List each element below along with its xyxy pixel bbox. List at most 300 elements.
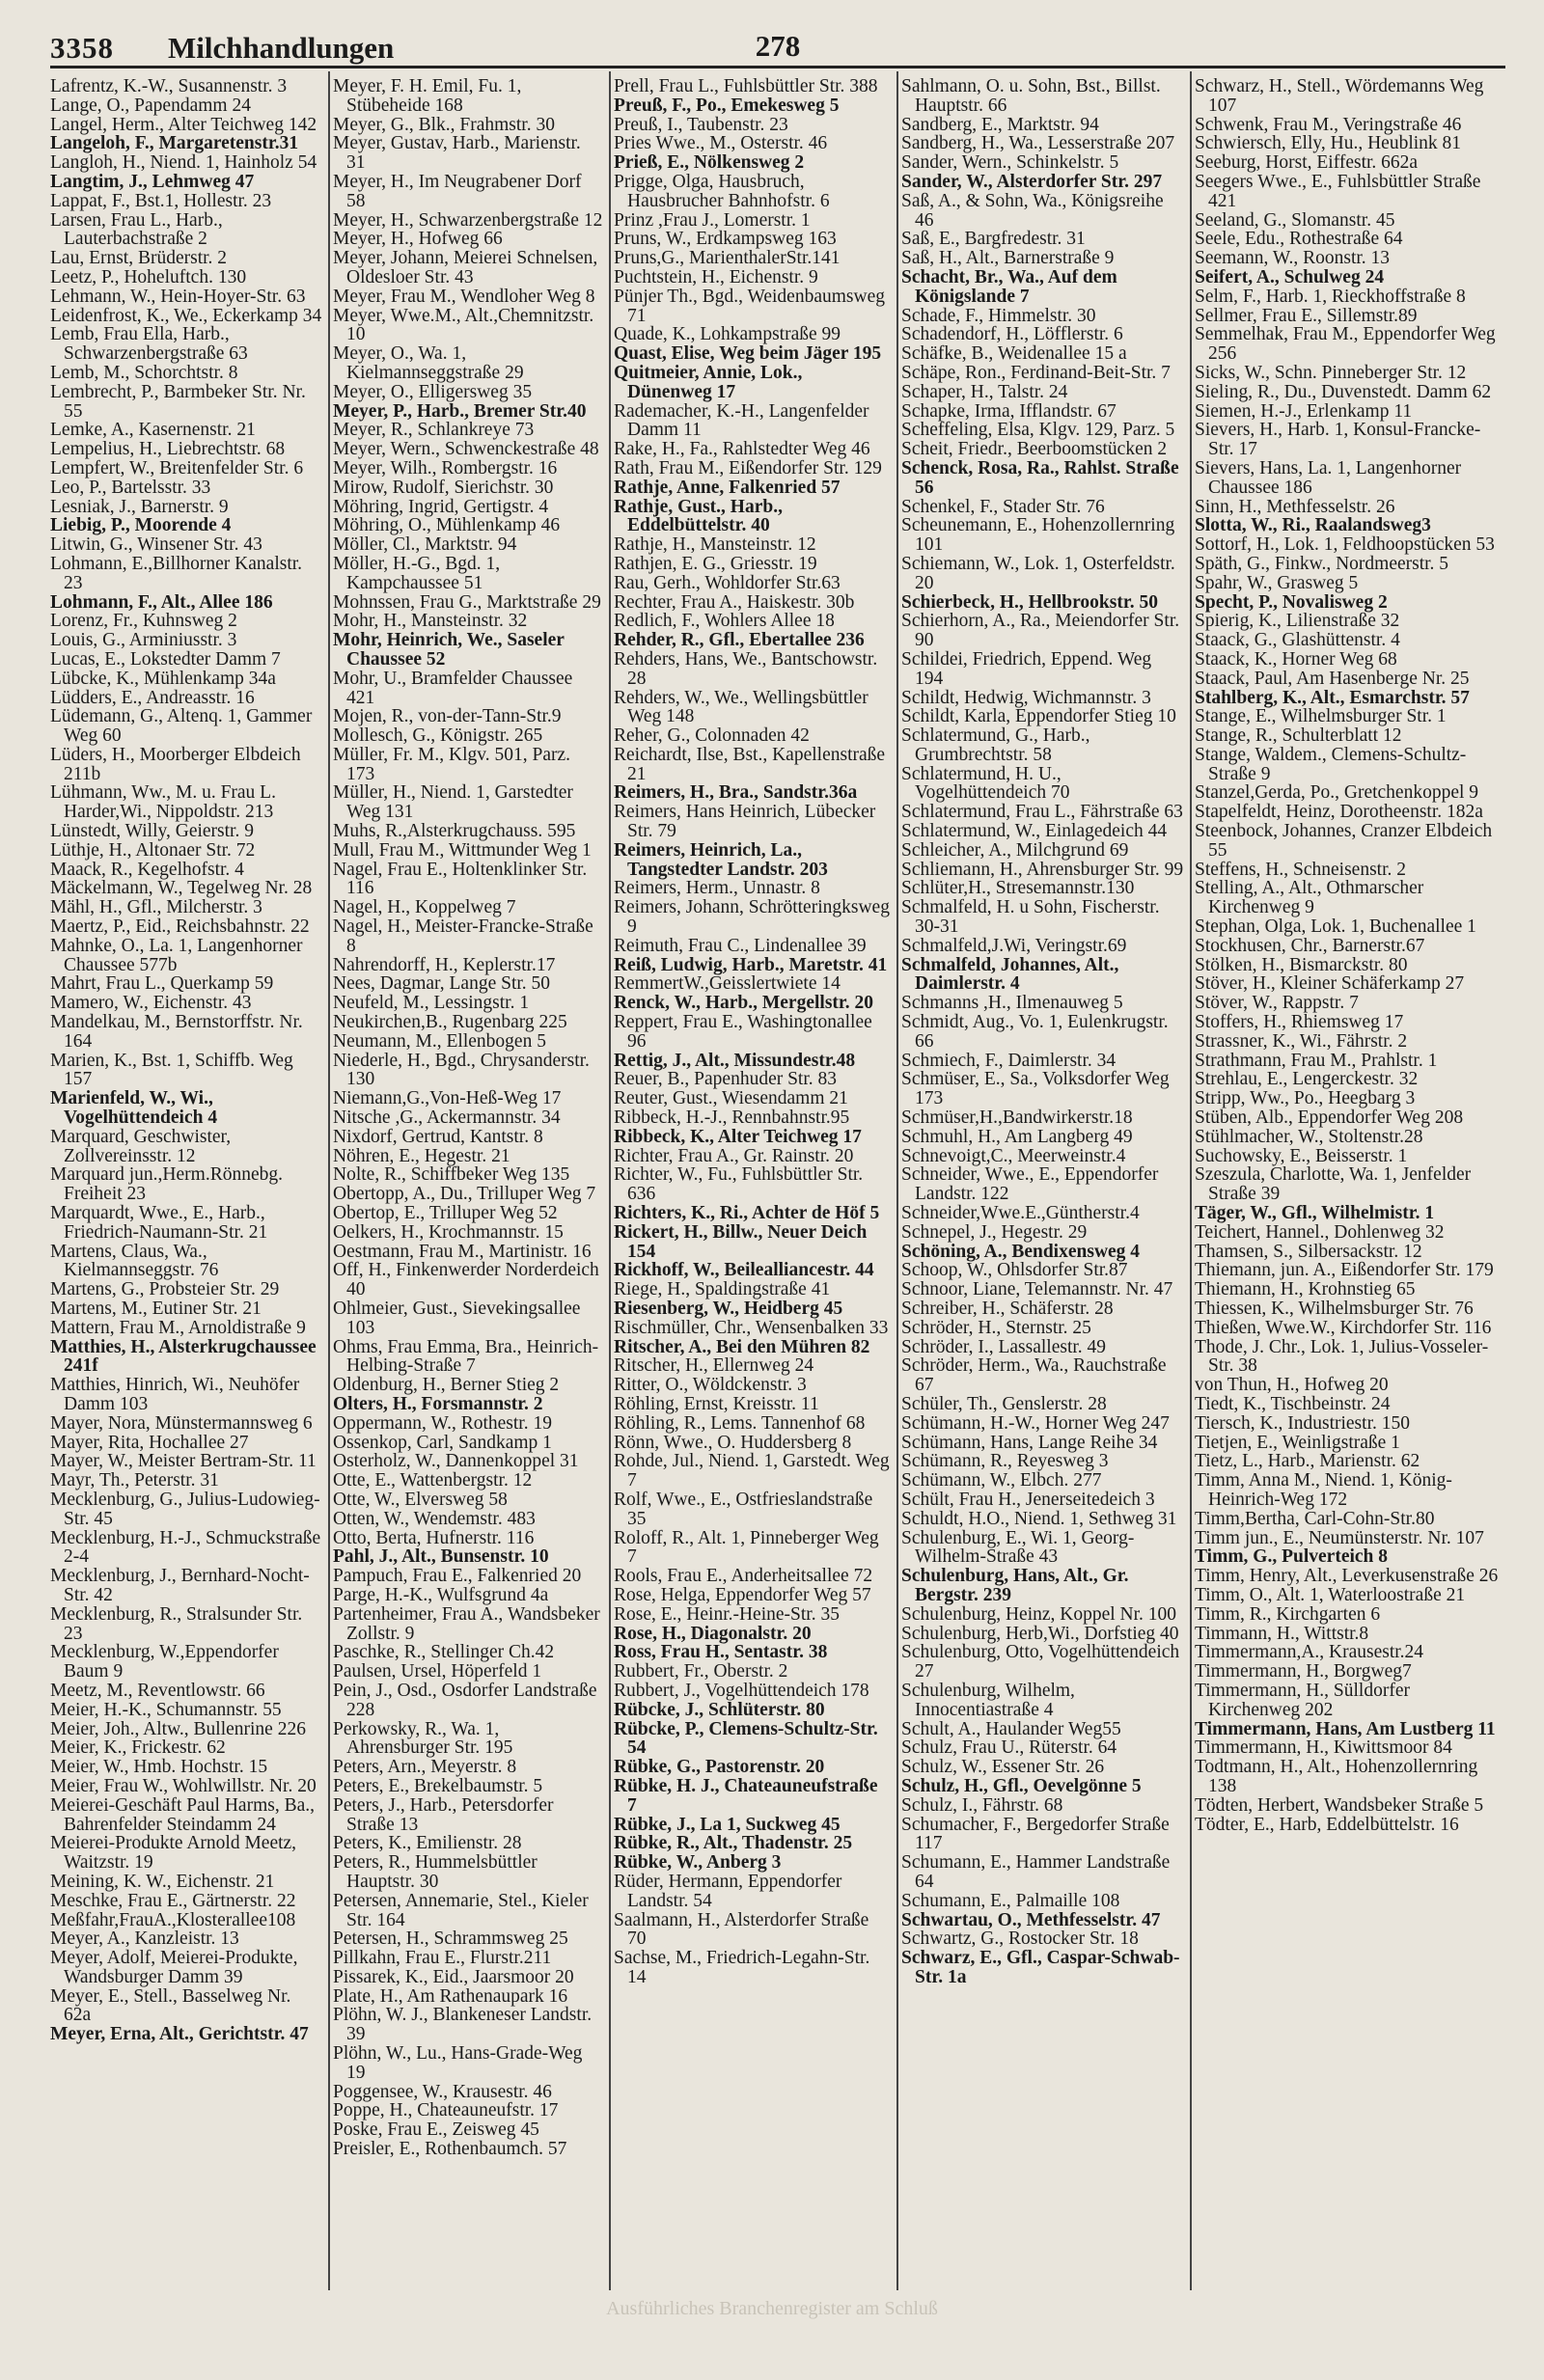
directory-entry: Schoop, W., Ohlsdorfer Str.87: [901, 1260, 1128, 1281]
directory-entry: Nolte, R., Schiffbeker Weg 135: [333, 1164, 570, 1186]
directory-entry: Rübke, R., Alt., Thadenstr. 25: [614, 1833, 853, 1854]
directory-entry: Leidenfrost, K., We., Eckerkamp 34: [50, 305, 322, 326]
directory-entry: Meyer, Frau M., Wendloher Weg 8: [333, 286, 595, 307]
directory-entry: Meyer, Erna, Alt., Gerichtstr. 47: [50, 2024, 309, 2045]
directory-entry: Mayer, Rita, Hochallee 27: [50, 1432, 249, 1453]
directory-entry: Liebig, P., Moorende 4: [50, 515, 232, 536]
directory-entry: Lafrentz, K.-W., Susannenstr. 3: [50, 77, 288, 96]
directory-entry: Stockhusen, Chr., Barnerstr.67: [1195, 935, 1425, 956]
directory-entry: Stahlberg, K., Alt., Esmarchstr. 57: [1195, 687, 1470, 708]
directory-entry: Lüthje, H., Altonaer Str. 72: [50, 839, 256, 861]
directory-entry: Schmuhl, H., Am Langberg 49: [901, 1126, 1133, 1147]
directory-entry: Timmermann,A., Krausestr.24: [1195, 1642, 1424, 1663]
directory-entry: Seeburg, Horst, Eiffestr. 662a: [1195, 152, 1419, 174]
directory-entry: Meier, W., Hmb. Hochstr. 15: [50, 1757, 268, 1778]
directory-entry: Mecklenburg, R., Stralsunder Str. 23: [50, 1603, 303, 1644]
directory-entry: Timm, R., Kirchgarten 6: [1195, 1603, 1381, 1625]
directory-entry: Scheunemann, E., Hohenzollernring 101: [901, 515, 1175, 556]
directory-entry: Lüders, H., Moorberger Elbdeich 211b: [50, 744, 301, 784]
directory-entry: Rose, E., Heinr.-Heine-Str. 35: [614, 1603, 840, 1625]
directory-column-4: [901, 77, 1184, 2286]
directory-entry: Matthies, Hinrich, Wi., Neuhöfer Damm 103: [50, 1375, 300, 1414]
directory-entry: Lemb, M., Schorchtstr. 8: [50, 362, 238, 383]
directory-entry: Peters, J., Harb., Petersdorfer Straße 13: [333, 1794, 554, 1835]
directory-entry: Timmermann, H., Kiwittsmoor 84: [1195, 1737, 1452, 1759]
directory-entry: Niederle, H., Bgd., Chrysanderstr. 130: [333, 1050, 590, 1090]
directory-entry: Stöver, H., Kleiner Schäferkamp 27: [1195, 973, 1465, 995]
directory-entry: Meierei-Geschäft Paul Harms, Ba., Bahrenfelder Steindamm 24: [50, 1794, 315, 1835]
directory-entry: Olters, H., Forsmannstr. 2: [333, 1393, 543, 1414]
directory-entry: Lohmann, E.,Billhorner Kanalstr. 23: [50, 553, 303, 593]
page-header: [50, 25, 1505, 68]
directory-entry: Langtim, J., Lehmweg 47: [50, 171, 255, 192]
directory-entry: Perkowsky, R., Wa. 1, Ahrensburger Str. 195: [333, 1718, 513, 1759]
directory-entry: Meyer, Johann, Meierei Schnelsen, Oldesloer Str. 43: [333, 248, 598, 287]
directory-entry: Lüdemann, G., Altenq. 1, Gammer Weg 60: [50, 706, 313, 747]
directory-column-3: [614, 77, 891, 2286]
directory-entry: Mollesch, G., Königstr. 265: [333, 725, 543, 747]
directory-entry: Tiedt, K., Tischbeinstr. 24: [1195, 1393, 1391, 1414]
directory-entry: Spierig, K., Lilienstraße 32: [1195, 611, 1400, 632]
directory-entry: Meyer, Wwe.M., Alt.,Chemnitzstr. 10: [333, 305, 594, 345]
section-number: 3358: [50, 31, 114, 65]
directory-entry: Lempelius, H., Liebrechtstr. 68: [50, 439, 286, 460]
directory-entry: Marquardt, Wwe., E., Harb., Friedrich-Naumann-Str. 21: [50, 1203, 268, 1243]
directory-column-2: [333, 77, 603, 2286]
directory-entry: Sander, Wern., Schinkelstr. 5: [901, 152, 1119, 174]
directory-entry: Schlüter,H., Stresemannstr.130: [901, 878, 1135, 899]
directory-entry: Mayer, Nora, Münstermannsweg 6: [50, 1412, 313, 1434]
directory-entry: Rehders, W., We., Wellingsbüttler Weg 148: [614, 687, 868, 727]
directory-entry: Möller, H.-G., Bgd. 1, Kampchaussee 51: [333, 553, 501, 593]
directory-entry: Meyer, O., Elligersweg 35: [333, 381, 533, 402]
page-number: 278: [755, 29, 801, 63]
directory-entry: Schwenk, Frau M., Veringstraße 46: [1195, 114, 1462, 135]
directory-entry: Otto, Berta, Hufnerstr. 116: [333, 1527, 535, 1548]
directory-entry: Louis, G., Arminiusstr. 3: [50, 630, 237, 651]
directory-entry: Prieß, E., Nölkensweg 2: [614, 152, 805, 174]
directory-entry: Schmüser, E., Sa., Volksdorfer Weg 173: [901, 1069, 1170, 1109]
directory-entry: Schmiech, F., Daimlerstr. 34: [901, 1050, 1117, 1071]
directory-entry: Rübke, G., Pastorenstr. 20: [614, 1757, 825, 1778]
directory-entry: Schwartau, O., Methfesselstr. 47: [901, 1909, 1161, 1930]
directory-entry: Timm, G., Pulverteich 8: [1195, 1546, 1389, 1568]
directory-entry: Timmann, H., Wittstr.8: [1195, 1623, 1369, 1644]
directory-entry: Roloff, R., Alt. 1, Pinneberger Weg 7: [614, 1527, 879, 1568]
directory-entry: Timmermann, H., Sülldorfer Kirchenweg 202: [1195, 1680, 1410, 1720]
directory-entry: Poppe, H., Chateauneufstr. 17: [333, 2100, 559, 2121]
directory-entry: Schröder, H., Sternstr. 25: [901, 1317, 1091, 1338]
directory-entry: Meyer, F. H. Emil, Fu. 1, Stübeheide 168: [333, 77, 522, 116]
directory-entry: Mohnssen, Frau G., Marktstraße 29: [333, 591, 601, 613]
directory-entry: Mahnke, O., La. 1, Langenhorner Chaussee 577b: [50, 935, 303, 975]
directory-entry: Muhs, R.,Alsterkrugchauss. 595: [333, 821, 576, 842]
directory-entry: Sandberg, E., Marktstr. 94: [901, 114, 1099, 135]
directory-entry: Saß, E., Bargfredestr. 31: [901, 229, 1086, 250]
directory-entry: Mandelkau, M., Bernstorffstr. Nr. 164: [50, 1012, 303, 1052]
directory-entry: Quast, Elise, Weg beim Jäger 195: [614, 343, 882, 365]
directory-entry: Stripp, Ww., Po., Heegbarg 3: [1195, 1088, 1416, 1109]
directory-entry: Sachse, M., Friedrich-Legahn-Str. 14: [614, 1948, 870, 1987]
directory-entry: Reppert, Frau E., Washingtonallee 96: [614, 1012, 872, 1052]
directory-entry: Schuldt, H.O., Niend. 1, Sethweg 31: [901, 1508, 1177, 1529]
directory-entry: Meschke, Frau E., Gärtnerstr. 22: [50, 1890, 296, 1911]
directory-entry: Schnevoigt,C., Meerweinstr.4: [901, 1145, 1126, 1166]
directory-entry: Schmidt, Aug., Vo. 1, Eulenkrugstr. 66: [901, 1012, 1169, 1052]
column-divider: [328, 71, 330, 2290]
directory-entry: Rübke, J., La 1, Suckweg 45: [614, 1814, 841, 1835]
directory-entry: Sieling, R., Du., Duvenstedt. Damm 62: [1195, 381, 1492, 402]
directory-entry: Schüler, Th., Genslerstr. 28: [901, 1393, 1107, 1414]
directory-entry: Möller, Cl., Marktstr. 94: [333, 534, 517, 556]
directory-entry: Schneider,Wwe.E.,Güntherstr.4: [901, 1203, 1140, 1224]
directory-entry: Schiemann, W., Lok. 1, Osterfeldstr. 20: [901, 553, 1175, 593]
directory-entry: Meyer, Wilh., Rombergstr. 16: [333, 457, 558, 479]
directory-entry: Nagel, H., Meister-Francke-Straße 8: [333, 916, 593, 956]
directory-entry: Steenbock, Johannes, Cranzer Elbdeich 55: [1195, 821, 1493, 861]
directory-entry: Rathjen, E. G., Griesstr. 19: [614, 553, 817, 574]
directory-entry: Meßfahr,FrauA.,Klosterallee108: [50, 1909, 296, 1930]
directory-entry: Petersen, Annemarie, Stel., Kieler Str. 164: [333, 1890, 589, 1930]
directory-entry: Meyer, Wern., Schwenckestraße 48: [333, 439, 599, 460]
directory-entry: Tödten, Herbert, Wandsbeker Straße 5: [1195, 1794, 1484, 1816]
directory-entry: Stanzel,Gerda, Po., Gretchenkoppel 9: [1195, 782, 1479, 804]
directory-entry: Nixdorf, Gertrud, Kantstr. 8: [333, 1126, 543, 1147]
directory-entry: Schumacher, F., Bergedorfer Straße 117: [901, 1814, 1170, 1854]
directory-entry: Meyer, A., Kanzleistr. 13: [50, 1929, 239, 1950]
directory-entry: Nees, Dagmar, Lange Str. 50: [333, 973, 551, 995]
directory-entry: Rohde, Jul., Niend. 1, Garstedt. Weg 7: [614, 1451, 890, 1491]
directory-entry: Schmalfeld, H. u Sohn, Fischerstr. 30-31: [901, 897, 1160, 938]
directory-entry: Sellmer, Frau E., Sillemstr.89: [1195, 305, 1418, 326]
directory-entry: Schmalfeld, Johannes, Alt., Daimlerstr. 4: [901, 954, 1119, 995]
directory-entry: Rübcke, J., Schlüterstr. 80: [614, 1699, 825, 1720]
directory-entry: Meining, K. W., Eichenstr. 21: [50, 1871, 275, 1892]
directory-entry: Maack, R., Kegelhofstr. 4: [50, 859, 244, 880]
directory-entry: Rettig, J., Alt., Missundestr.48: [614, 1050, 856, 1071]
directory-entry: Schäfke, B., Weidenallee 15 a: [901, 343, 1127, 365]
directory-entry: Rübcke, P., Clemens-Schultz-Str. 54: [614, 1718, 878, 1759]
directory-entry: Rubbert, J., Vogelhüttendeich 178: [614, 1680, 869, 1701]
directory-entry: Schulenburg, E., Wi. 1, Georg-Wilhelm-Straße 43: [901, 1527, 1135, 1568]
directory-entry: Rechter, Frau A., Haiskestr. 30b: [614, 591, 855, 613]
directory-entry: Schwarz, H., Stell., Wördemanns Weg 107: [1195, 77, 1484, 116]
directory-entry: Mayer, W., Meister Bertram-Str. 11: [50, 1451, 317, 1472]
directory-entry: Schumann, E., Palmaille 108: [901, 1890, 1120, 1911]
directory-entry: Schulenburg, Hans, Alt., Gr. Bergstr. 239: [901, 1566, 1129, 1605]
directory-entry: Schulenburg, Otto, Vogelhüttendeich 27: [901, 1642, 1180, 1682]
directory-entry: Martens, G., Probsteier Str. 29: [50, 1279, 280, 1300]
directory-entry: Rose, Helga, Eppendorfer Weg 57: [614, 1584, 871, 1605]
directory-entry: Mahrt, Frau L., Querkamp 59: [50, 973, 274, 995]
directory-entry: Petersen, H., Schrammsweg 25: [333, 1929, 568, 1950]
directory-entry: Nahrendorff, H., Keplerstr.17: [333, 954, 556, 975]
directory-entry: Leetz, P., Hoheluftch. 130: [50, 266, 247, 287]
directory-entry: Mojen, R., von-der-Tann-Str.9: [333, 706, 562, 727]
directory-entry: Schulenburg, Wilhelm, Innocentiastraße 4: [901, 1680, 1075, 1720]
directory-entry: Litwin, G., Winsener Str. 43: [50, 534, 262, 556]
directory-entry: Tiersch, K., Industriestr. 150: [1195, 1412, 1410, 1434]
directory-entry: Selm, F., Harb. 1, Rieckhoffstraße 8: [1195, 286, 1466, 307]
directory-entry: Renck, W., Harb., Mergellstr. 20: [614, 993, 874, 1014]
directory-entry: Stephan, Olga, Lok. 1, Buchenallee 1: [1195, 916, 1476, 938]
directory-entry: Meyer, E., Stell., Basselweg Nr. 62a: [50, 1985, 291, 2026]
directory-entry: Ohms, Frau Emma, Bra., Heinrich-Helbing-Straße 7: [333, 1336, 599, 1377]
directory-entry: Preuß, F., Po., Emekesweg 5: [614, 95, 840, 116]
directory-entry: Lünstedt, Willy, Geierstr. 9: [50, 821, 254, 842]
directory-entry: Tietz, L., Harb., Marienstr. 62: [1195, 1451, 1420, 1472]
directory-entry: Schlatermund, Frau L., Fährstraße 63: [901, 802, 1183, 823]
directory-entry: Mull, Frau M., Wittmunder Weg 1: [333, 839, 592, 861]
directory-entry: Müller, H., Niend. 1, Garstedter Weg 131: [333, 782, 573, 823]
directory-entry: Lüdders, E., Andreasstr. 16: [50, 687, 255, 708]
directory-entry: Lange, O., Papendamm 24: [50, 95, 251, 116]
directory-entry: Neukirchen,B., Rugenbarg 225: [333, 1012, 567, 1033]
directory-entry: Timmermann, Hans, Am Lustberg 11: [1195, 1718, 1496, 1739]
directory-entry: Schneider, Wwe., E., Eppendorfer Landstr. 122: [901, 1164, 1159, 1205]
directory-entry: Scheffeling, Elsa, Klgv. 129, Parz. 5: [901, 420, 1175, 441]
directory-entry: Rickhoff, W., Beilealliancestr. 44: [614, 1260, 874, 1281]
directory-entry: Mohr, U., Bramfelder Chaussee 421: [333, 668, 573, 708]
directory-entry: Paschke, R., Stellinger Ch.42: [333, 1642, 555, 1663]
directory-entry: Richters, K., Ri., Achter de Höf 5: [614, 1203, 880, 1224]
directory-entry: Mayr, Th., Peterstr. 31: [50, 1470, 219, 1491]
directory-entry: Oppermann, W., Rothestr. 19: [333, 1412, 552, 1434]
directory-entry: Seele, Edu., Rothestraße 64: [1195, 229, 1403, 250]
directory-entry: Ritter, O., Wöldckenstr. 3: [614, 1375, 807, 1396]
directory-entry: Pampuch, Frau E., Falkenried 20: [333, 1566, 582, 1587]
directory-column-1: [50, 77, 322, 2286]
directory-entry: Oelkers, H., Krochmannstr. 15: [333, 1221, 564, 1243]
directory-entry: Schümann, R., Reyesweg 3: [901, 1451, 1109, 1472]
directory-entry: Reuter, Gust., Wiesendamm 21: [614, 1088, 848, 1109]
directory-entry: Schierhorn, A., Ra., Meiendorfer Str. 90: [901, 611, 1180, 651]
directory-entry: Rönn, Wwe., O. Huddersberg 8: [614, 1432, 852, 1453]
directory-entry: Nöhren, E., Hegestr. 21: [333, 1145, 510, 1166]
directory-entry: Osterholz, W., Dannenkoppel 31: [333, 1451, 579, 1472]
directory-entry: Timm,Bertha, Carl-Cohn-Str.80: [1195, 1508, 1435, 1529]
directory-entry: Timm, Anna M., Niend. 1, König-Heinrich-Weg 172: [1195, 1470, 1452, 1510]
directory-entry: Oldenburg, H., Berner Stieg 2: [333, 1375, 560, 1396]
directory-entry: Schleicher, A., Milchgrund 69: [901, 839, 1129, 861]
directory-entry: Lempfert, W., Breitenfelder Str. 6: [50, 457, 304, 479]
directory-entry: Schumann, E., Hammer Landstraße 64: [901, 1852, 1171, 1892]
directory-entry: Lehmann, W., Hein-Hoyer-Str. 63: [50, 286, 306, 307]
directory-entry: Sicks, W., Schn. Pinneberger Str. 12: [1195, 362, 1467, 383]
directory-entry: Staack, Paul, Am Hasenberge Nr. 25: [1195, 668, 1470, 689]
directory-entry: Off, H., Finkenwerder Norderdeich 40: [333, 1260, 599, 1300]
column-divider: [896, 71, 898, 2290]
directory-entry: Rademacher, K.-H., Langenfelder Damm 11: [614, 400, 869, 441]
directory-entry: Lucas, E., Lokstedter Damm 7: [50, 648, 281, 670]
directory-entry: Tödter, E., Harb, Eddelbüttelstr. 16: [1195, 1814, 1459, 1835]
directory-entry: Timm, O., Alt. 1, Waterloostraße 21: [1195, 1584, 1466, 1605]
directory-entry: Meier, Joh., Altw., Bullenrine 226: [50, 1718, 306, 1739]
directory-entry: Neumann, M., Ellenbogen 5: [333, 1030, 546, 1052]
directory-entry: Obertop, E., Trilluper Weg 52: [333, 1203, 558, 1224]
directory-entry: Rehders, Hans, We., Bantschowstr. 28: [614, 648, 878, 689]
directory-entry: Langel, Herm., Alter Teichweg 142: [50, 114, 317, 135]
directory-entry: Ritscher, H., Ellernweg 24: [614, 1355, 814, 1377]
directory-entry: Stöver, W., Rappstr. 7: [1195, 993, 1359, 1014]
directory-entry: Schümann, W., Elbch. 277: [901, 1470, 1102, 1491]
directory-entry: Ohlmeier, Gust., Sievekingsallee 103: [333, 1299, 581, 1338]
directory-entry: Quade, K., Lohkampstraße 99: [614, 324, 841, 345]
directory-entry: Schulenburg, Heinz, Koppel Nr. 100: [901, 1603, 1177, 1625]
directory-entry: Schwiersch, Elly, Hu., Heublink 81: [1195, 133, 1462, 154]
directory-entry: Saalmann, H., Alsterdorfer Straße 70: [614, 1909, 869, 1950]
directory-entry: Timmermann, H., Borgweg7: [1195, 1661, 1412, 1682]
directory-entry: Pruns,G., MarienthalerStr.141: [614, 248, 841, 269]
directory-entry: Stoffers, H., Rhiemsweg 17: [1195, 1012, 1404, 1033]
directory-entry: Tietjen, E., Weinligstraße 1: [1195, 1432, 1400, 1453]
directory-entry: Reimuth, Frau C., Lindenallee 39: [614, 935, 867, 956]
directory-entry: Rau, Gerh., Wohldorfer Str.63: [614, 572, 841, 593]
directory-entry: Matthies, H., Alsterkrugchaussee 241f: [50, 1336, 317, 1377]
directory-entry: Mirow, Rudolf, Sierichstr. 30: [333, 477, 554, 498]
directory-entry: Schulz, Frau U., Rüterstr. 64: [901, 1737, 1117, 1759]
directory-entry: Seifert, A., Schulweg 24: [1195, 266, 1385, 287]
directory-entry: Ritscher, A., Bei den Mühren 82: [614, 1336, 870, 1357]
directory-entry: Schlatermund, G., Harb., Grumbrechtstr. 58: [901, 725, 1090, 765]
directory-entry: Mohr, H., Mansteinstr. 32: [333, 611, 528, 632]
directory-entry: Schreiber, H., Schäferstr. 28: [901, 1299, 1114, 1319]
directory-entry: Schierbeck, H., Hellbrookstr. 50: [901, 591, 1158, 613]
directory-entry: Redlich, F., Wohlers Allee 18: [614, 611, 835, 632]
directory-entry: Richter, W., Fu., Fuhlsbüttler Str. 636: [614, 1164, 864, 1205]
directory-entry: Lohmann, F., Alt., Allee 186: [50, 591, 273, 613]
directory-entry: Prinz ,Frau J., Lomerstr. 1: [614, 209, 811, 231]
directory-entry: Prigge, Olga, Hausbruch, Hausbrucher Bahnhofstr. 6: [614, 171, 830, 211]
directory-entry: Rath, Frau M., Eißendorfer Str. 129: [614, 457, 882, 479]
directory-entry: Schildt, Karla, Eppendorfer Stieg 10: [901, 706, 1176, 727]
directory-entry: Quitmeier, Annie, Lok., Dünenweg 17: [614, 362, 803, 402]
section-title: Milchhandlungen: [168, 31, 395, 65]
directory-entry: Teichert, Hannel., Dohlenweg 32: [1195, 1221, 1445, 1243]
directory-entry: Ossenkop, Carl, Sandkamp 1: [333, 1432, 552, 1453]
directory-entry: Schäpe, Ron., Ferdinand-Beit-Str. 7: [901, 362, 1171, 383]
directory-entry: Schult, A., Haulander Weg55: [901, 1718, 1121, 1739]
directory-entry: Rischmüller, Chr., Wensenbalken 33: [614, 1317, 889, 1338]
directory-entry: Martens, Claus, Wa., Kielmannseggstr. 76: [50, 1241, 219, 1281]
directory-entry: Steffens, H., Schneisenstr. 2: [1195, 859, 1406, 880]
directory-entry: Paulsen, Ursel, Höperfeld 1: [333, 1661, 542, 1682]
directory-entry: Rickert, H., Billw., Neuer Deich 154: [614, 1221, 868, 1262]
directory-entry: Timm, Henry, Alt., Leverkusenstraße 26: [1195, 1566, 1499, 1587]
directory-entry: Lemke, A., Kasernenstr. 21: [50, 420, 256, 441]
directory-entry: Schapke, Irma, Ifflandstr. 67: [901, 400, 1117, 422]
directory-entry: Seegers Wwe., E., Fuhlsbüttler Straße 421: [1195, 171, 1481, 211]
directory-entry: Thiemann, jun. A., Eißendorfer Str. 179: [1195, 1260, 1494, 1281]
directory-entry: Peters, R., Hummelsbüttler Hauptstr. 30: [333, 1852, 538, 1892]
directory-entry: Slotta, W., Ri., Raalandsweg3: [1195, 515, 1431, 536]
directory-entry: Parge, H.-K., Wulfsgrund 4a: [333, 1584, 549, 1605]
directory-entry: Rathje, Gust., Harb., Eddelbüttelstr. 40: [614, 496, 783, 536]
footer-note: Ausführliches Branchenregister am Schluß: [606, 2298, 938, 2319]
directory-entry: Strassner, K., Wi., Fährstr. 2: [1195, 1030, 1408, 1052]
directory-entry: Marquard jun.,Herm.Rönnebg. Freiheit 23: [50, 1164, 283, 1205]
directory-entry: Strathmann, Frau M., Prahlstr. 1: [1195, 1050, 1438, 1071]
directory-entry: Larsen, Frau L., Harb., Lauterbachstraße 2: [50, 209, 223, 250]
directory-entry: Stühlmacher, W., Stoltenstr.28: [1195, 1126, 1423, 1147]
directory-entry: Schnepel, J., Hegestr. 29: [901, 1221, 1088, 1243]
directory-entry: Seemann, W., Roonstr. 13: [1195, 248, 1391, 269]
directory-entry: Rake, H., Fa., Rahlstedter Weg 46: [614, 439, 870, 460]
directory-entry: Möhring, O., Mühlenkamp 46: [333, 515, 561, 536]
directory-entry: Mecklenburg, J., Bernhard-Nocht-Str. 42: [50, 1566, 310, 1605]
directory-entry: Rubbert, Fr., Oberstr. 2: [614, 1661, 788, 1682]
directory-entry: Partenheimer, Frau A., Wandsbeker Zollstr. 9: [333, 1603, 600, 1644]
directory-entry: Rübke, W., Anberg 3: [614, 1852, 782, 1874]
directory-entry: Reimers, H., Bra., Sandstr.36a: [614, 782, 858, 804]
directory-entry: Ribbeck, K., Alter Teichweg 17: [614, 1126, 862, 1147]
directory-entry: Sievers, Hans, La. 1, Langenhorner Chaussee 186: [1195, 457, 1462, 498]
directory-entry: Möhring, Ingrid, Gertigstr. 4: [333, 496, 549, 517]
directory-entry: Otte, E., Wattenbergstr. 12: [333, 1470, 533, 1491]
directory-entry: Schröder, Herm., Wa., Rauchstraße 67: [901, 1355, 1167, 1396]
directory-entry: Riege, H., Spaldingstraße 41: [614, 1279, 831, 1300]
directory-entry: Obertopp, A., Du., Trilluper Weg 7: [333, 1184, 596, 1205]
directory-entry: Täger, W., Gfl., Wilhelmistr. 1: [1195, 1203, 1435, 1224]
directory-entry: Mamero, W., Eichenstr. 43: [50, 993, 252, 1014]
directory-entry: Rolf, Wwe., E., Ostfrieslandstraße 35: [614, 1489, 873, 1529]
directory-entry: Schümann, H.-W., Horner Weg 247: [901, 1412, 1170, 1434]
directory-entry: Rathje, Anne, Falkenried 57: [614, 477, 841, 498]
directory-entry: Thamsen, S., Silbersackstr. 12: [1195, 1241, 1422, 1262]
directory-entry: Seeland, G., Slomanstr. 45: [1195, 209, 1395, 231]
directory-entry: Meyer, P., Harb., Bremer Str.40: [333, 400, 587, 422]
directory-entry: Reher, G., Colonnaden 42: [614, 725, 810, 747]
directory-entry: Röhling, Ernst, Kreisstr. 11: [614, 1393, 819, 1414]
directory-entry: Mecklenburg, W.,Eppendorfer Baum 9: [50, 1642, 279, 1682]
directory-entry: Mohr, Heinrich, We., Saseler Chaussee 52: [333, 630, 565, 670]
directory-entry: Lesniak, J., Barnerstr. 9: [50, 496, 229, 517]
directory-entry: Sander, W., Alsterdorfer Str. 297: [901, 171, 1163, 192]
directory-entry: Schmüser,H.,Bandwirkerstr.18: [901, 1108, 1133, 1129]
directory-entry: Sandberg, H., Wa., Lesserstraße 207: [901, 133, 1175, 154]
directory-entry: Schült, Frau H., Jenerseitedeich 3: [901, 1489, 1155, 1510]
directory-entry: Rehder, R., Gfl., Ebertallee 236: [614, 630, 865, 651]
directory-entry: Poske, Frau E., Zeisweg 45: [333, 2120, 539, 2141]
directory-entry: Reimers, Johann, Schrötteringksweg 9: [614, 897, 890, 938]
directory-entry: Meier, K., Frickestr. 62: [50, 1737, 226, 1759]
directory-entry: Peters, Arn., Meyerstr. 8: [333, 1757, 517, 1778]
directory-entry: Reiß, Ludwig, Harb., Maretstr. 41: [614, 954, 888, 975]
directory-entry: Thode, J. Chr., Lok. 1, Julius-Vosseler-Str. 38: [1195, 1336, 1489, 1377]
directory-entry: Meyer, G., Blk., Frahmstr. 30: [333, 114, 555, 135]
directory-entry: Schildt, Hedwig, Wichmannstr. 3: [901, 687, 1151, 708]
directory-column-5: [1195, 77, 1505, 2286]
directory-entry: Saß, H., Alt., Barnerstraße 9: [901, 248, 1115, 269]
directory-entry: Thiemann, H., Krohnstieg 65: [1195, 1279, 1416, 1300]
directory-entry: Oestmann, Frau M., Martinistr. 16: [333, 1241, 592, 1262]
directory-entry: Röhling, R., Lems. Tannenhof 68: [614, 1412, 866, 1434]
directory-entry: Mecklenburg, H.-J., Schmuckstraße 2-4: [50, 1527, 321, 1568]
directory-entry: Strehlau, E., Lengerckestr. 32: [1195, 1069, 1419, 1090]
directory-entry: Pries Wwe., M., Osterstr. 46: [614, 133, 828, 154]
directory-entry: Schliemann, H., Ahrensburger Str. 99: [901, 859, 1184, 880]
directory-entry: Puchtstein, H., Eichenstr. 9: [614, 266, 818, 287]
directory-entry: Marquard, Geschwister, Zollvereinsstr. 12: [50, 1126, 232, 1166]
directory-entry: Schmanns ,H., Ilmenauweg 5: [901, 993, 1123, 1014]
directory-entry: Pruns, W., Erdkampsweg 163: [614, 229, 837, 250]
directory-entry: Meyer, Adolf, Meierei-Produkte, Wandsburger Damm 39: [50, 1948, 298, 1987]
directory-entry: Richter, Frau A., Gr. Rainstr. 20: [614, 1145, 854, 1166]
directory-entry: Maertz, P., Eid., Reichsbahnstr. 22: [50, 916, 310, 938]
directory-entry: Marienfeld, W., Wi., Vogelhüttendeich 4: [50, 1088, 218, 1129]
directory-entry: Preuß, I., Taubenstr. 23: [614, 114, 788, 135]
directory-entry: Meier, H.-K., Schumannstr. 55: [50, 1699, 282, 1720]
